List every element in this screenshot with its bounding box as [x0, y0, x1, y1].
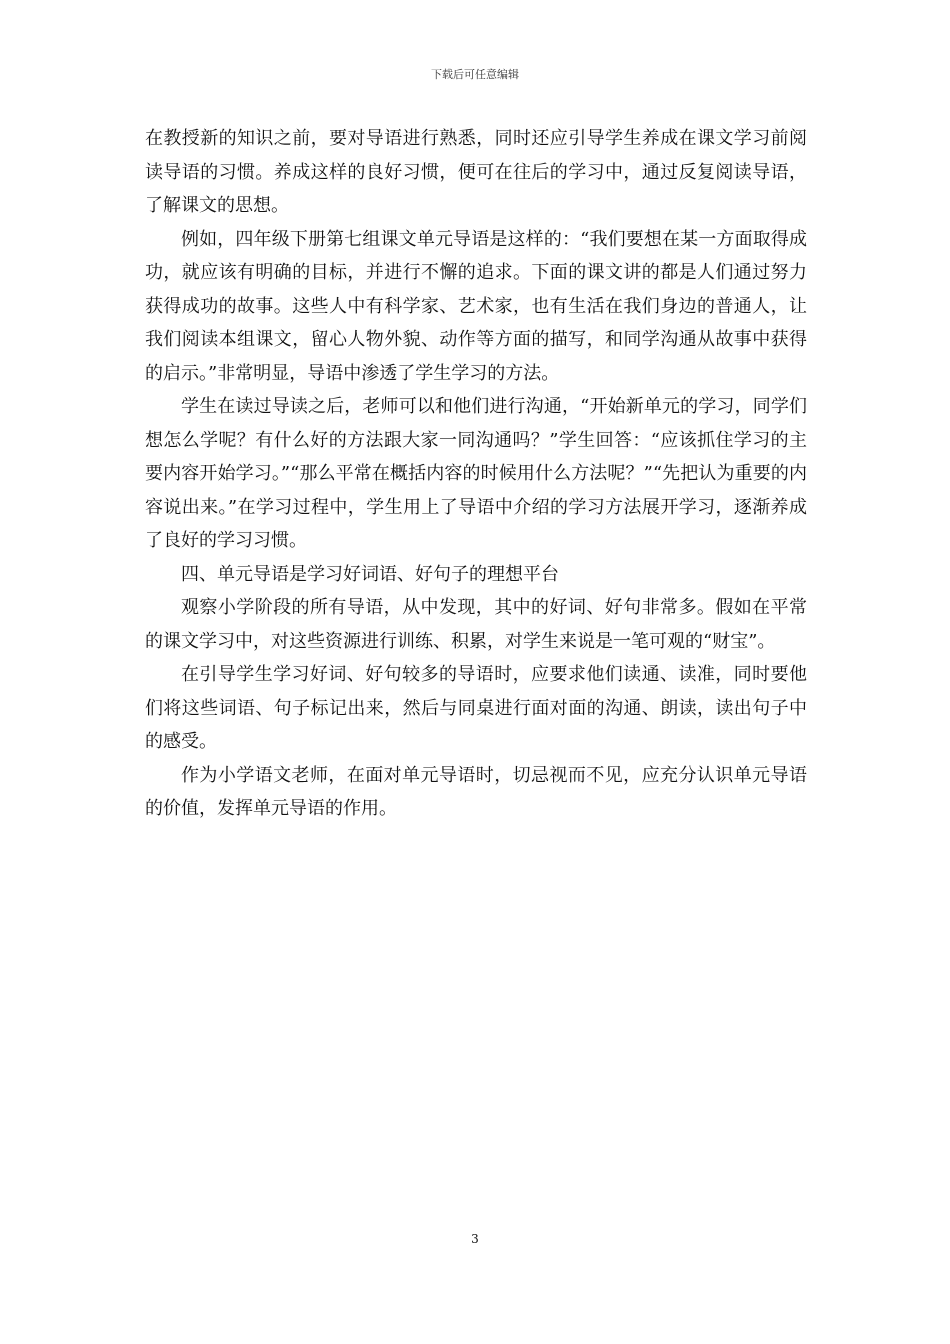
paragraph-conclusion: 作为小学语文老师，在面对单元导语时，切忌视而不见，应充分认识单元导语的价值，发挥单元导语的作用。: [145, 764, 807, 819]
page-number: 3: [471, 1232, 479, 1246]
paragraph-observation: 观察小学阶段的所有导语，从中发现，其中的好词、好句非常多。假如在平常的课文学习中，对这些资源进行训练、积累，对学生来说是一笔可观的“财宝”。: [145, 597, 807, 652]
paragraph-continuation: 在教授新的知识之前，要对导语进行熟悉，同时还应引导学生养成在课文学习前阅读导语的习惯。养成这样的良好习惯，便可在往后的学习中，通过反复阅读导语，了解课文的思想。: [145, 128, 807, 216]
page-header: 下载后可任意编辑: [431, 68, 519, 81]
paragraph-example: 例如，四年级下册第七组课文单元导语是这样的：“我们要想在某一方面取得成功，就应该有明确的目标，并进行不懈的追求。下面的课文讲的都是人们通过努力获得成功的故事。这些人中有科学家、艺术家，也有生活在我们身边的普通人，让我们阅读本组课文，留心人物外貌、动作等方面的描写，和同学沟通从故事中获得的启示。”非常明显，导语中渗透了学生学习的方法。: [145, 228, 807, 384]
paragraph-dialogue: 学生在读过导读之后，老师可以和他们进行沟通，“开始新单元的学习，同学们想怎么学呢？有什么好的方法跟大家一同沟通吗？”学生回答：“应该抓住学习的主要内容开始学习。”“那么平常在概括内容的时候用什么方法呢？”“先把认为重要的内容说出来。”在学习过程中，学生用上了导语中介绍的学习方法展开学习，逐渐养成了良好的学习习惯。: [145, 396, 807, 551]
section-heading: 四、单元导语是学习好词语、好句子的理想平台: [181, 563, 559, 585]
paragraph-guidance: 在引导学生学习好词、好句较多的导语时，应要求他们读通、读准，同时要他们将这些词语、句子标记出来，然后与同桌进行面对面的沟通、朗读，读出句子中的感受。: [145, 664, 807, 752]
document-body: [145, 122, 807, 826]
